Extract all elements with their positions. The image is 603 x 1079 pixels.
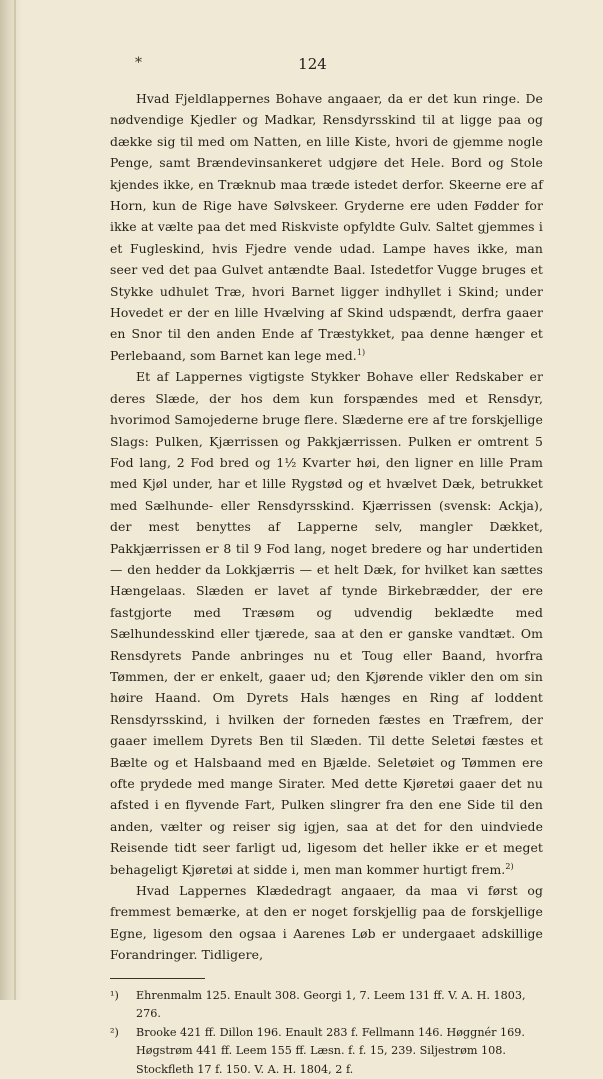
footnote (110, 1024, 543, 1079)
page-body (110, 88, 543, 1079)
footnote-text: Ehrenmalm 125. Enault 308. Georgi 1, 7. Leem 131 ff. V. A. H. 1803, 276. (136, 988, 526, 1021)
paragraph-clothing: Hvad Lappernes Klædedragt angaaer, da maa vi først og fremmest bemærke, at den er noget forskjellig paa de forskjellige Egne, ligesom den ogsaa i Aarenes Løb er undergaaet adskillige Forandringer. Tidligere, (110, 883, 543, 963)
paragraph-furniture: Hvad Fjeldlappernes Bohave angaaer, da er det kun ringe. De nødvendige Kjedler og Madkar, Rensdyrsskind til at ligge paa og dække sig til med om Natten, en lille Kiste, hvori de gjemme nogle Penge, samt Brændevinsankeret udgjøre det Hele. Bord og Stole kjendes ikke, en Træknub maa træde istedet derfor. Skeerne ere af Horn, kun de Rige have Sølvskeer. Gryderne ere uden Fødder for ikke at vælte paa det med Riskviste opfyldte Gulv. Saltet gjemmes i et Fugleskind, hvis Fjedre vende udad. Lampe haves ikke, man seer ved det paa Gulvet antændte Baal. Istedetfor Vugge bruges et Stykke udhulet Træ, hvori Barnet ligger indhyllet i Skind; under Hovedet er der en lille Hvælving af Skind udspændt, derfra gaaer en Snor til den anden Ende af Træstykket, paa denne hænger et Perlebaand, som Barnet kan lege med.$^{1)}$ (110, 91, 543, 363)
page-number: 124 (298, 55, 327, 73)
footnote-text: Brooke 421 ff. Dillon 196. Enault 283 f. Fellmann 146. Høggnér 169. Høgstrøm 441 ff. Leem 155 ff. Læsn. f. f. 15, 239. Siljestrøm 108. Stockfleth 17 f. 150. V. A. H. 1804, 2 f. (136, 1025, 525, 1076)
footnote-ref: 1) (356, 347, 366, 357)
footnote (110, 987, 543, 1024)
corner-mark: * (135, 55, 142, 71)
binding-shadow (14, 0, 16, 1000)
footnote-mark: ¹) (110, 988, 119, 1002)
book-binding-gutter (0, 0, 22, 1000)
paragraph-sledge: Et af Lappernes vigtigste Stykker Bohave eller Redskaber er deres Slæde, der hos dem kun forspændes med et Rensdyr, hvorimod Samojederne bruge flere. Slæderne ere af tre forskjellige Slags: Pulken, Kjærrissen og Pakkjærrissen. Pulken er omtrent 5 Fod lang, 2 Fod bred og 1½ Kvarter høi, den ligner en lille Pram med Kjøl under, har et lille Rygstød og et hvælvet Dæk, betrukket med Sælhunde- eller Rensdyrsskind. Kjærrissen (svensk: Ackja), der mest benyttes af Lapperne selv, mangler Dækket, Pakkjærrissen er 8 til 9 Fod lang, noget bredere og har undertiden — den hedder da Lokkjærris — et helt Dæk, for hvilket kan sættes Hængelaas. Slæden er lavet af tynde Birkebrædder, der ere fastgjorte med Træsøm og udvendig beklædte med Sælhundesskind eller tjærede, saa at den er ganske vandtæt. Om Rensdyrets Pande anbringes nu et Toug eller Baand, hvorfra Tømmen, der er enkelt, gaaer ud; den Kjørende vikler den om sin høire Haand. Om Dyrets Hals hænges en Ring af loddent Rensdyrsskind, i hvilken der forneden fæstes en Træfrem, der gaaer imellem Dyrets Ben til Slæden. Til dette Seletøi fæstes et Bælte og et Halsbaand med en Bjælde. Seletøiet og Tømmen ere ofte prydede med mange Sirater. Med dette Kjøretøi gaaer det nu afsted i en flyvende Fart, Pulken slingrer fra den ene Side til den anden, vælter og reiser sig igjen, saa at det for den uindviede Reisende tidt seer farligt ud, ligesom det heller ikke er et meget behageligt Kjøretøi at sidde i, men man kommer hurtigt frem.$^{2)}$ (110, 369, 543, 877)
footnote-ref: 2) (505, 861, 514, 871)
footnote-mark: ²) (110, 1025, 119, 1039)
footnote-separator (110, 978, 205, 979)
